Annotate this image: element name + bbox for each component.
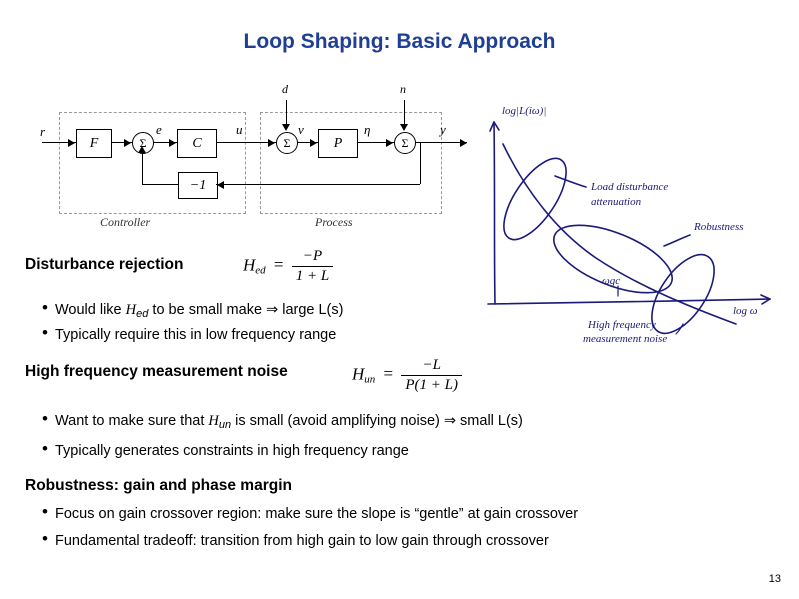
bullet-1-symbol-sub: ed — [136, 308, 149, 321]
bullet-dot: • — [42, 409, 48, 428]
formula-hed-numerator: −P — [292, 248, 333, 267]
block-diagram — [20, 72, 475, 237]
arrow-into-sum2 — [268, 139, 275, 147]
formula-hun: $H_{un}$ = $\frac{-L}{P(1 + L)}$ — [352, 357, 462, 394]
formula-hed-denominator: 1 + L — [295, 268, 330, 284]
controller-group-label: Controller — [100, 215, 151, 229]
formula-hed-sub: ed — [255, 264, 266, 277]
formula-hed-fraction — [292, 248, 333, 285]
bullet-item-3 — [42, 410, 523, 431]
arrow-d — [282, 124, 290, 131]
process-group-label: Process — [315, 215, 353, 229]
bullet-6-text: Fundamental tradeoff: transition from high gain to low gain through crossover — [55, 533, 549, 549]
arrow-into-P — [310, 139, 317, 147]
sketch-x-axis-label: log ω — [733, 305, 758, 317]
sketch-annotation-robustness: Robustness — [694, 221, 744, 233]
sum-junction-1: Σ — [132, 132, 154, 154]
sketch-crossover-label: ωgc — [602, 275, 621, 287]
wire-gain-up-to-sum — [142, 153, 143, 184]
page-number: 13 — [768, 573, 781, 585]
bullet-4-text: Typically generates constraints in high frequency range — [55, 443, 409, 459]
page-title: Loop Shaping: Basic Approach — [243, 30, 556, 53]
block-C: C — [177, 129, 217, 158]
formula-hed: $H_{ed}$ = $\frac{-P}{1 + L}$ — [243, 248, 333, 285]
block-F: F — [76, 129, 112, 158]
bullet-3-symbol: H — [208, 413, 219, 429]
arrow-into-sum3 — [386, 139, 393, 147]
formula-hun-denominator: P(1 + L) — [405, 377, 458, 393]
bullet-dot: • — [42, 502, 48, 521]
sum-junction-3: Σ — [394, 132, 416, 154]
bullet-dot: • — [42, 529, 48, 548]
section-heading-disturbance-rejection: Disturbance rejection — [25, 256, 184, 273]
bullet-dot: • — [42, 323, 48, 342]
bullet-3-pre: Want to make sure that — [55, 413, 209, 429]
bullet-item-2 — [42, 324, 336, 344]
signal-label-v: ν — [298, 122, 304, 137]
loop-shape-sketch — [478, 72, 790, 345]
block-P: P — [318, 129, 358, 158]
arrow-into-C — [169, 139, 176, 147]
arrow-into-F — [68, 139, 75, 147]
sketch-annotation-high-1: High frequency — [588, 319, 656, 331]
formula-hun-fraction — [401, 357, 462, 394]
sketch-y-axis-label: log|L(iω)| — [502, 105, 547, 117]
wire-n — [404, 100, 405, 126]
signal-label-e: e — [156, 122, 162, 137]
sketch-annotation-high-2: measurement noise — [583, 333, 668, 345]
bullet-2-text: Typically require this in low frequency range — [55, 327, 337, 343]
bullet-item-4 — [42, 440, 409, 460]
signal-label-eta: η — [364, 122, 371, 137]
signal-label-n: n — [400, 82, 406, 96]
bullet-3-post: is small (avoid amplifying noise) ⇒ small L(s) — [231, 413, 523, 429]
formula-hun-lhs: H — [352, 364, 365, 384]
bullet-item-1 — [42, 299, 343, 320]
formula-hun-sub: un — [364, 373, 376, 386]
section-heading-high-frequency-noise: High frequency measurement noise — [25, 363, 288, 380]
signal-label-u: u — [236, 122, 243, 137]
sum-junction-2: Σ — [276, 132, 298, 154]
section-heading-robustness: Robustness: gain and phase margin — [25, 477, 292, 494]
formula-hun-numerator: −L — [401, 357, 462, 376]
block-feedback-gain: −1 — [178, 172, 218, 199]
arrow-gain-into-sum1 — [138, 146, 146, 153]
bullet-1-post: to be small make ⇒ large L(s) — [148, 302, 344, 318]
signal-label-y: y — [440, 122, 446, 137]
arrow-feedback-into-gain — [217, 181, 224, 189]
bullet-5-text: Focus on gain crossover region: make sure the slope is “gentle” at gain crossover — [55, 506, 579, 522]
bullet-dot: • — [42, 439, 48, 458]
wire-gain-to-sum — [142, 184, 178, 185]
signal-label-d: d — [282, 82, 288, 96]
bullet-item-6 — [42, 530, 549, 550]
wire-feedback-down — [420, 142, 421, 184]
bullet-dot: • — [42, 298, 48, 317]
wire-d — [286, 100, 287, 126]
formula-hed-lhs: H — [243, 255, 256, 275]
sketch-annotation-low-1: Load disturbance — [591, 181, 669, 193]
arrow-n — [400, 124, 408, 131]
wire-feedback-back — [216, 184, 420, 185]
arrow-output — [460, 139, 467, 147]
arrow-into-sum1 — [124, 139, 131, 147]
signal-label-r: r — [40, 124, 46, 139]
bullet-1-pre: Would like — [55, 302, 126, 318]
bullet-item-5 — [42, 503, 578, 523]
bullet-1-symbol: H — [125, 302, 137, 318]
sketch-annotation-low-2: attenuation — [591, 196, 642, 208]
bullet-3-symbol-sub: un — [218, 419, 232, 432]
